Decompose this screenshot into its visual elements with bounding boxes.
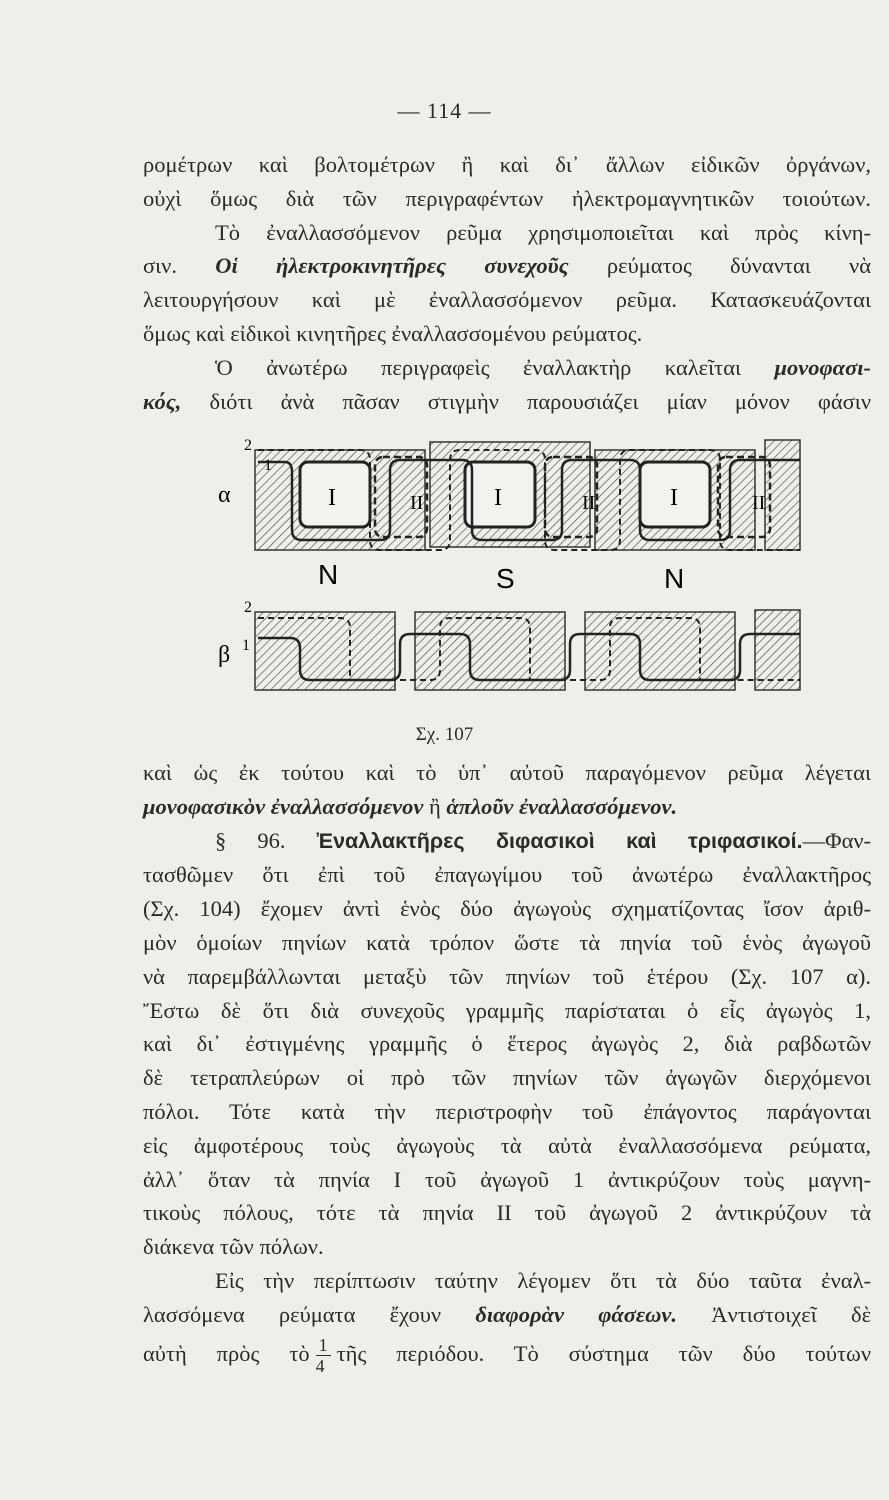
diagram-beta [218, 599, 800, 690]
text-fragment: λασσόμενα ρεύματα ἔχουν [143, 1301, 442, 1327]
coil-label-II: II [752, 492, 766, 514]
diagram-label-alpha: α [218, 482, 231, 508]
paragraph-top [143, 148, 871, 418]
emphasis-term: μονοφασικὸν ἐναλλασσόμενον [143, 793, 424, 819]
pole-block [415, 612, 565, 690]
pole-block [585, 612, 735, 690]
text-line: μὸν ὁμοίων πηνίων κατὰ τρόπον ὥστε τὰ πηνία τοῦ ἑνὸς ἀγωγοῦ [143, 929, 871, 955]
text-line [143, 1332, 871, 1376]
emphasis-term: Οἱ ἠλεκτροκινητῆρες συνεχοῦς [215, 253, 569, 279]
text-line: ρομέτρων καὶ βολτομέτρων ἢ καὶ δι᾽ ἄλλων εἰδικῶν ὀργάνων, [143, 152, 871, 177]
pole-block [255, 612, 395, 690]
text-fragment: τῆς περιόδου. Τὸ σύστημα τῶν δύο τούτων [336, 1340, 871, 1366]
text-line: τικοὺς πόλους, τότε τὰ πηνία II τοῦ ἀγωγοῦ 2 ἀντικρύζουν τὰ [143, 1200, 871, 1226]
text-line: διάκενα τῶν πόλων. [143, 1234, 324, 1260]
fraction-denominator: 4 [315, 1355, 325, 1376]
wire-label-2: 2 [244, 437, 252, 454]
paragraph-bottom [143, 756, 871, 1376]
pole-block [755, 610, 800, 690]
text-line: οὐχὶ ὅμως διὰ τῶν περιγραφέντων ἠλεκτρομαγνητικῶν τοιούτων. [143, 185, 871, 211]
fraction-numerator: 1 [316, 1335, 331, 1356]
emphasis-term: διαφορὰν φάσεων. [475, 1301, 678, 1327]
wire-label-1: 1 [242, 637, 250, 654]
coil-label-I: I [328, 485, 336, 511]
text-line [143, 249, 871, 283]
pole-label-N: N [664, 563, 685, 594]
text-line: δὲ τετραπλεύρων οἱ πρὸ τῶν πηνίων τῶν ἀγωγῶν διερχόμενοι [143, 1065, 871, 1091]
text-line: Τὸ ἐναλλασσόμενον ρεῦμα χρησιμοποιεῖται καὶ πρὸς κίνη- [215, 219, 871, 245]
pole-label-S: S [496, 563, 515, 594]
text-line: εἰς ἀμφοτέρους τοὺς ἀγωγοὺς τὰ αὐτὰ ἐναλλασσόμενα ρεύματα, [143, 1132, 871, 1158]
coil-label-I: I [494, 485, 502, 511]
page-number: — 114 — [397, 98, 492, 123]
fraction [316, 1335, 331, 1376]
coil-label-I: I [670, 485, 678, 511]
text-fragment: Ἀντιστοιχεῖ δὲ [711, 1301, 872, 1327]
text-fragment: Ὁ ἀνωτέρω περιγραφεὶς ἐναλλακτὴρ καλεῖται [215, 354, 742, 380]
section-heading-line [143, 824, 871, 859]
text-line: (Σχ. 104) ἔχομεν ἀντὶ ἑνὸς δύο ἀγωγοὺς σχηματίζοντας ἴσον ἀριθ- [143, 896, 871, 922]
emphasis-term: ἁπλοῦν ἐναλλασσόμενον. [446, 793, 678, 819]
emphasis-term: μονοφασι- [774, 354, 871, 380]
text-line: καὶ δι᾽ ἐστιγμένης γραμμῆς ὁ ἕτερος ἀγωγὸς 2, διὰ ραβδωτῶν [143, 1031, 871, 1057]
text-line: ἀλλ᾽ ὅταν τὰ πηνία I τοῦ ἀγωγοῦ 1 ἀντικρύζουν τοὺς μαγνη- [143, 1166, 871, 1192]
text-fragment: διότι ἀνὰ πᾶσαν στιγμὴν παρουσιάζει μίαν μόνον φάσιν [209, 388, 871, 414]
text-fragment: ρεύματος δύνανται νὰ [606, 253, 872, 279]
text-line [143, 351, 871, 385]
text-line: ὅμως καὶ εἰδικοὶ κινητῆρες ἐναλλασσομένου ρεύματος. [143, 320, 643, 346]
wire-label-2: 2 [244, 599, 252, 616]
pole-label-N: N [318, 559, 339, 590]
text-line: Εἰς τὴν περίπτωσιν ταύτην λέγομεν ὅτι τὰ δύο ταῦτα ἐναλ- [215, 1267, 871, 1293]
diagram-label-beta: β [218, 642, 231, 668]
text-fragment: σιν. [143, 253, 177, 279]
text-line [143, 790, 871, 824]
text-line: τασθῶμεν ὅτι ἐπὶ τοῦ ἐπαγωγίμου τοῦ ἀνωτέρω ἐναλλακτῆρος [143, 862, 871, 888]
coil-label-II: II [410, 492, 424, 514]
text-fragment: αὐτὴ πρὸς τὸ [143, 1340, 310, 1366]
text-line: νὰ παρεμβάλλωνται μεταξὺ τῶν πηνίων τοῦ ἑτέρου (Σχ. 107 α). [143, 963, 871, 989]
text-line: Ἔστω δὲ ὅτι διὰ συνεχοῦς γραμμῆς παρίσταται ὁ εἷς ἀγωγὸς 1, [143, 997, 871, 1023]
text-line: πόλοι. Τότε κατὰ τὴν περιστροφὴν τοῦ ἐπάγοντος παράγονται [143, 1098, 871, 1124]
section-title: Ἐναλλακτῆρες διφασικοὶ καὶ τριφασικοί. [316, 828, 803, 853]
text-line: λειτουργήσουν καὶ μὲ ἐναλλασσόμενον ρεῦμα. Κατασκευάζονται [143, 287, 871, 313]
emphasis-term: κός, [143, 388, 182, 414]
section-number: § 96. [215, 827, 286, 853]
text-line [143, 1298, 871, 1332]
text-fragment: ἢ [428, 793, 441, 819]
diagram-alpha [218, 437, 800, 550]
text-line: καὶ ὡς ἐκ τούτου καὶ τὸ ὑπ᾽ αὐτοῦ παραγόμενον ρεῦμα λέγεται [143, 760, 871, 785]
text-fragment: —Φαν- [802, 827, 872, 853]
winding-figure [200, 412, 810, 724]
coil-label-II: II [582, 492, 596, 514]
figure-caption: Σχ. 107 [415, 724, 474, 745]
wire-label-1: 1 [264, 457, 272, 474]
